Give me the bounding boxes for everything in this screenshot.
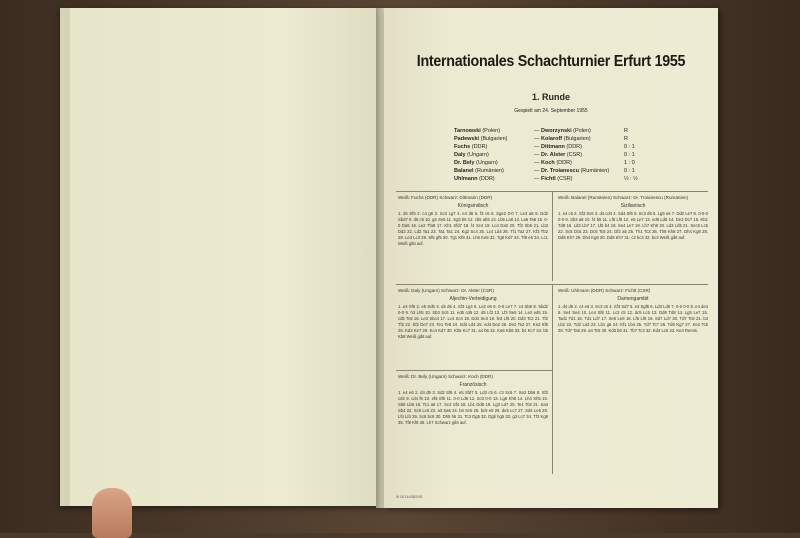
game-uhlmann-fichtl	[558, 288, 708, 334]
white-player: Fuchs (DDR)	[454, 144, 488, 150]
white-player: Padewski (Bulgarien)	[454, 136, 508, 142]
white-player: Tarnowski (Polen)	[454, 128, 501, 134]
result: R	[624, 128, 628, 134]
divider	[396, 370, 552, 371]
pairing-row	[454, 175, 654, 183]
game-header: Weiß: Uhlmann (DDR) Schwarz: Fichtl (CSR)	[558, 288, 651, 293]
white-player: Dr. Bely (Ungarn)	[454, 160, 498, 166]
divider	[552, 191, 553, 281]
round-heading: 1. Runde	[531, 92, 570, 102]
result: ½ : ½	[624, 176, 638, 182]
game-header: Weiß: Balanel (Rumänien) Schwarz: Dr. Troianescu (Rumänien)	[558, 195, 689, 200]
black-player: — Fichtl (CSR)	[534, 176, 573, 182]
opening-name: Damengambit	[617, 296, 649, 302]
game-header: Weiß: Dr. Bely (Ungarn) Schwarz: Koch (DDR)	[398, 374, 493, 379]
white-player: Balanel (Rumänien)	[454, 168, 504, 174]
game-moves: 1. e4 e6 2. d4 d5 3. Sd2 Sf6 4. e5 Sfd7 5. Ld3 c5 6. c3 Sc6 7. Se2 Db6 8. Sf3 cd4 9. cd4 f6 10. ef6 Sf6 11. 0-0 Ld6 12. Sc3 0-0 13. Lg5 Kh8 14. Lh4 Sh5 15. Sb5 Lb8 16. Tc1 a6 17. Sc3 Sf4 18. Lb1 Dd8 19. Lg3 Ld7 20. Te1 Tc8 21. Sa4 Sb4 22. Sc5 Lc6 23. a3 Sa6 24. b4 Sc5 25. bc5 e5 26. de5 Lc7 27. Sd4 Le5 28. Lf4 Lf4 29. Sc6 bc6 30. Dh5 h6 31. Tc3 Dg5 32. Dg5 hg5 33. g3 Lc7 34. Tf3 Kg8 35. Tf8 Kf8 36. Lh7 Schwarz gibt auf.	[398, 390, 548, 425]
opening-name: Königsindisch	[457, 203, 489, 209]
right-page	[384, 8, 718, 508]
game-balanel-troianescu	[558, 195, 708, 241]
divider	[552, 284, 553, 474]
opening-name: Französisch	[459, 382, 487, 388]
pairings-table	[454, 127, 654, 183]
opening-name: Aljechin-Verteidigung	[449, 296, 497, 302]
black-player: — Koch (DDR)	[534, 160, 572, 166]
left-page-edge	[60, 8, 70, 506]
game-daly-alster	[398, 288, 548, 340]
black-player: — Dworzynski (Polen)	[534, 128, 591, 134]
result: R	[624, 136, 628, 142]
game-moves: 1. d4 d5 2. c4 e6 3. Sc3 c6 4. Sf3 Sd7 5. e3 Sgf6 6. Ld3 Ld6 7. 0-0 0-0 8. e4 de4 9. Se4 Se4 10. Le4 Sf6 11. Lc2 c5 12. dc5 Lc5 13. Dd8 Td8 14. Lg5 Le7 15. Tad1 Td1 16. Td1 Ld7 17. Se5 Le8 18. Lf6 Lf6 19. Sd7 Ld7 20. Td7 Tc8 21. b3 Lb2 22. Td2 La3 23. Lb1 g6 24. Kf1 Lb4 25. Td7 Tc7 26. Td8 Kg7 27. Ke2 Tc5 28. Td7 Ta5 29. a4 Tc5 30. Kd3 b6 31. Tb7 Tc3 32. Kd4 Lc5 33. Ke4 Remis.	[558, 304, 708, 333]
black-player: — Kolaroff (Bulgarien)	[534, 136, 591, 142]
page-title: Internationales Schachturnier Erfurt 1955	[416, 53, 686, 70]
game-moves: 1. e4 c5 2. Sf3 Sc6 3. d4 cd4 4. Sd4 Sf6 5. Sc3 d6 6. Lg5 e6 7. Dd2 Le7 8. 0-0-0 0-0 9. Sb3 a6 10. f4 b5 11. Lf6 Lf6 12. e5 Le7 13. ed6 Ld6 14. De3 Dc7 15. Kb1 Td8 16. Ld3 Lb7 17. Lf5 b4 18. Se4 Le7 19. Lh7 Kh8 20. Ld3 Ld5 21. Sec5 Lc5 22. Sc5 Dc5 23. Dc5 Tc8 24. Df2 a5 25. Th1 Tc3 26. Th8 Kh8 27. Dh4 Kg8 28. Dd8 Kh7 29. Dh4 Kg8 30. Dd8 Kh7 31. c3 bc3 32. bc3 Weiß gibt auf.	[558, 211, 708, 240]
game-moves: 1. e4 Sf6 2. e5 Sd5 3. d4 d6 4. Sf3 Lg4 5. Le2 e6 6. 0-0 Le7 7. c4 Sb6 8. Sbd2 0-0 9. h3 Lh5 10. Sb3 Sc6 11. ed6 cd6 12. d5 Lf3 13. Lf3 Se5 14. Le2 ed5 15. cd5 Tc8 16. Le3 Sbc4 17. Lc4 Sc4 18. Dd4 Se3 19. fe3 Lf6 20. Dd3 Tc2 21. Tf2 Tf2 22. Kf2 De7 23. Te1 Te8 24. Sd4 Ld4 25. ed4 De2 26. De2 Te2 27. Ke2 Kf8 28. Kd3 Ke7 29. Kc4 Kd7 30. Kb5 Kc7 31. a4 b6 32. Ka6 Kb8 33. b4 Kc7 34. b5 Kb8 Weiß gibt auf.	[398, 304, 548, 339]
pairing-row	[454, 159, 654, 167]
opening-name: Sizilianisch	[620, 203, 646, 209]
black-player: — Dr. Alster (CSR)	[534, 152, 583, 158]
result: 0 : 1	[624, 152, 635, 158]
game-moves: 1. d4 Sf6 2. c4 g6 3. Sc3 Lg7 4. e4 d6 5. f3 c6 6. Sge2 0-0 7. Le3 a6 8. Dd2 Sbd7 9. d5 c5 10. g4 Se5 11. Sg3 b5 12. cb5 ab5 13. Lb5 La6 14. La6 Ta6 15. 0-0 Da5 16. Le2 Tfa8 17. Kh1 Sfd7 18. f4 Sc4 19. Lc4 Da2 20. Tf2 Sb6 21. Lb3 Dd2 22. Ld2 Ta1 23. Ta1 Ta1 24. Kg2 Sc4 25. Lc4 Ld4 26. Tf1 Ta2 27. Kf3 Tb2 28. Le3 Lc3 29. Sf5 gf5 30. Tg1 Kf8 31. Lh6 Ke8 32. Tg8 Kd7 33. Tf8 e6 34. Lc1 Weiß gibt auf.	[398, 211, 548, 246]
left-blank-page	[60, 8, 382, 506]
black-player: — Dittmann (DDR)	[534, 144, 582, 150]
pairing-row	[454, 135, 654, 143]
game-header: Weiß: Daly (Ungarn) Schwarz: Dr. Alster (CSR)	[398, 288, 494, 293]
result: 1 : 0	[624, 160, 635, 166]
pairing-row	[454, 167, 654, 175]
game-bely-koch	[398, 374, 548, 426]
played-date: Gespielt am 24. September 1955	[514, 108, 588, 114]
white-player: Daly (Ungarn)	[454, 152, 489, 158]
game-fuchs-dittmann	[398, 195, 548, 247]
black-player: — Dr. Troianescu (Rumänien)	[534, 168, 610, 174]
result: 0 : 1	[624, 144, 635, 150]
white-player: Uhlmann (DDR)	[454, 176, 495, 182]
thumb	[92, 488, 132, 538]
pairing-row	[454, 127, 654, 135]
game-header: Weiß: Fuchs (DDR) Schwarz: Dittmann (DDR)	[398, 195, 493, 200]
result: 0 : 1	[624, 168, 635, 174]
pairing-row	[454, 151, 654, 159]
pairing-row	[454, 143, 654, 151]
print-code: III 18 16 6383 55	[396, 495, 423, 499]
